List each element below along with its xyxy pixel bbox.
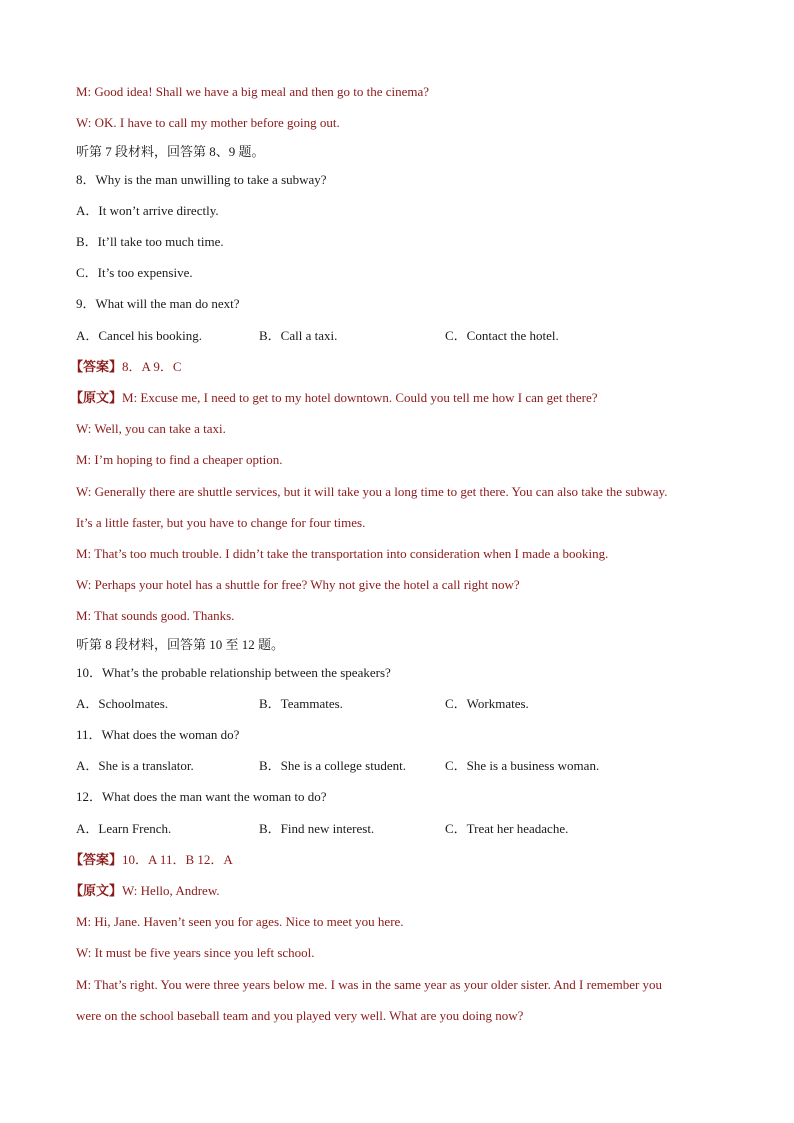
- dialogue-line: It’s a little faster, but you have to change for four times.: [76, 515, 366, 530]
- answer-tag: 【答案】: [70, 852, 123, 867]
- dialogue-line: M: Good idea! Shall we have a big meal and then go to the cinema?: [76, 84, 430, 99]
- answer-text: 10．A 11．B 12．A: [122, 852, 233, 867]
- answer-line: [70, 852, 233, 868]
- dialogue-line: M: That’s too much trouble. I didn’t take the transportation into consideration when I made a booking.: [76, 546, 609, 561]
- option-12a: A．Learn French.: [76, 821, 172, 836]
- answer-text: 8．A 9．C: [122, 359, 182, 374]
- answer-line: [70, 359, 182, 375]
- section-heading: 听第 8 段材料，回答第 10 至 12 题。: [76, 637, 285, 652]
- option-11c: C．She is a business woman.: [445, 758, 600, 773]
- answer-tag: 【答案】: [70, 359, 123, 374]
- option-8b: B．It’ll take too much time.: [76, 234, 224, 249]
- option-9a: A．Cancel his booking.: [76, 328, 203, 343]
- question-11: 11．What does the woman do?: [76, 727, 240, 742]
- transcript-text: W: Hello, Andrew.: [122, 883, 220, 898]
- option-11a: A．She is a translator.: [76, 758, 194, 773]
- question-9: 9．What will the man do next?: [76, 296, 240, 311]
- dialogue-line: W: It must be five years since you left school.: [76, 945, 315, 960]
- option-9b: B．Call a taxi.: [259, 328, 338, 343]
- dialogue-line: W: Generally there are shuttle services, but it will take you a long time to get there. You can also take the subway.: [76, 484, 668, 499]
- transcript-first-line: [70, 390, 598, 406]
- option-10c: C．Workmates.: [445, 696, 529, 711]
- dialogue-line: M: That’s right. You were three years below me. I was in the same year as your older sister. And I remember you: [76, 977, 663, 992]
- option-8c: C．It’s too expensive.: [76, 265, 193, 280]
- transcript-tag: 【原文】: [70, 883, 123, 898]
- option-8a: A．It won’t arrive directly.: [76, 203, 219, 218]
- option-10a: A．Schoolmates.: [76, 696, 169, 711]
- transcript-first-line: [70, 883, 220, 899]
- transcript-tag: 【原文】: [70, 390, 123, 405]
- dialogue-line: M: Hi, Jane. Haven’t seen you for ages. Nice to meet you here.: [76, 914, 404, 929]
- question-10: 10．What’s the probable relationship between the speakers?: [76, 665, 391, 680]
- option-12c: C．Treat her headache.: [445, 821, 569, 836]
- option-9c: C．Contact the hotel.: [445, 328, 559, 343]
- dialogue-line: M: I’m hoping to find a cheaper option.: [76, 452, 283, 467]
- option-12b: B．Find new interest.: [259, 821, 375, 836]
- dialogue-line: W: Perhaps your hotel has a shuttle for free? Why not give the hotel a call right now?: [76, 577, 520, 592]
- question-8: 8．Why is the man unwilling to take a subway?: [76, 172, 327, 187]
- dialogue-line: W: OK. I have to call my mother before going out.: [76, 115, 340, 130]
- option-11b: B．She is a college student.: [259, 758, 406, 773]
- transcript-text: M: Excuse me, I need to get to my hotel downtown. Could you tell me how I can get there?: [122, 390, 598, 405]
- option-10b: B．Teammates.: [259, 696, 343, 711]
- section-heading: 听第 7 段材料，回答第 8、9 题。: [76, 144, 265, 159]
- dialogue-line: W: Well, you can take a taxi.: [76, 421, 226, 436]
- dialogue-line: M: That sounds good. Thanks.: [76, 608, 235, 623]
- question-12: 12．What does the man want the woman to do?: [76, 789, 327, 804]
- dialogue-line: were on the school baseball team and you played very well. What are you doing now?: [76, 1008, 524, 1023]
